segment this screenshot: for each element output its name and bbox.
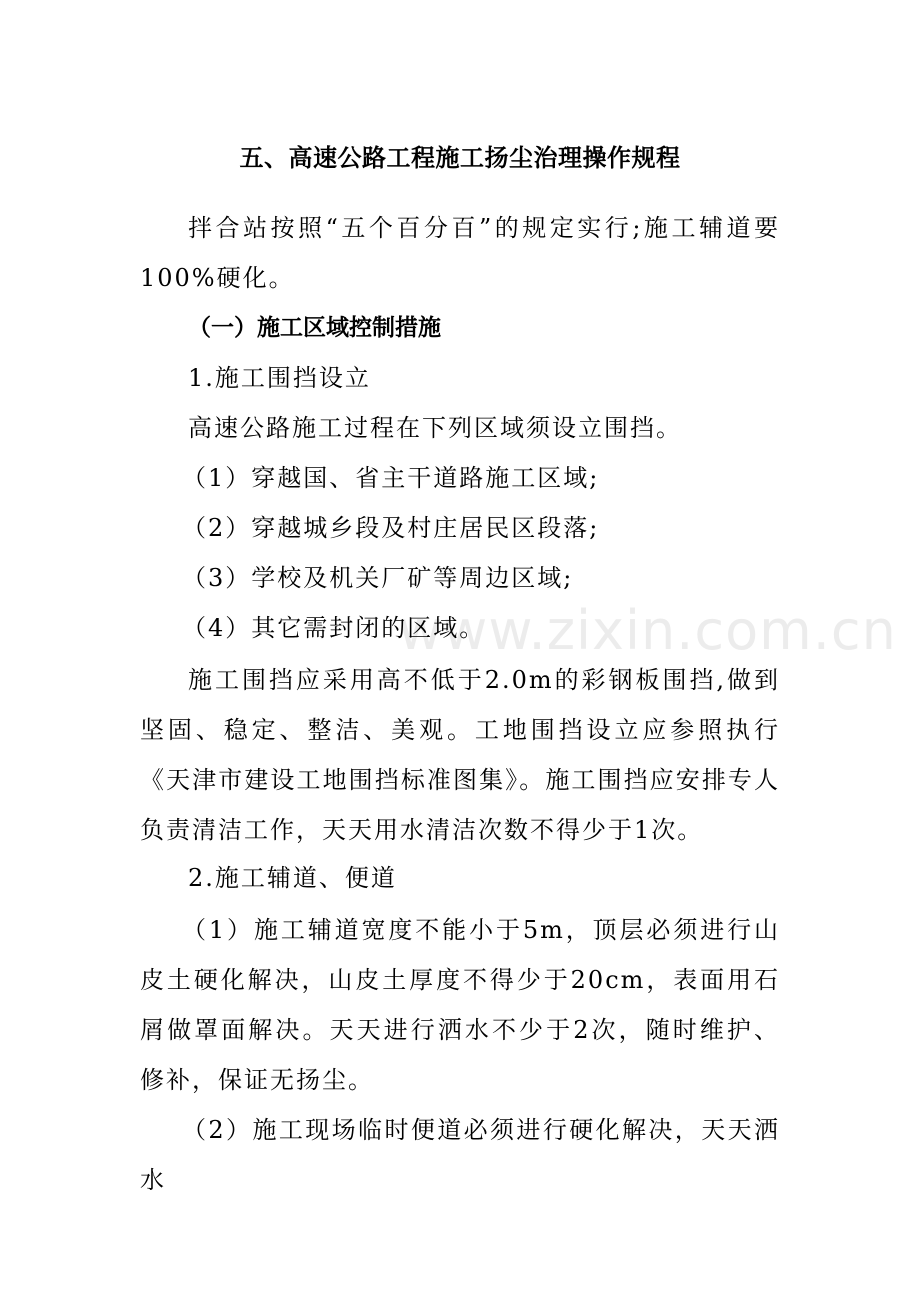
- document-title: 五、高速公路工程施工扬尘治理操作规程: [239, 144, 681, 172]
- barrier-paragraph: 施工围挡应采用高不低于2.0m的彩钢板围挡,做到坚固、稳定、整洁、美观。工地围挡设立应参照执行《天津市建设工地围挡标准图集》。施工围挡应安排专人负责清洁工作，天天用水清洁次数不得少于1次。: [140, 666, 780, 844]
- road-paragraph-1: （1）施工辅道宽度不能小于5m，顶层必须进行山皮土硬化解决，山皮土厚度不得少于20cm，表面用石屑做罩面解决。天天进行洒水不少于2次，随时维护、修补，保证无扬尘。: [140, 916, 780, 1094]
- road-paragraph-2: （2）施工现场临时便道必须进行硬化解决，天天洒水: [140, 1116, 780, 1194]
- watermark: www.zixin.com.cn: [398, 599, 897, 662]
- list-item: （2）穿越城乡段及村庄居民区段落;: [182, 514, 600, 542]
- list-item: （3）学校及机关厂矿等周边区域;: [182, 564, 574, 592]
- list-item: （4）其它需封闭的区域。: [182, 614, 486, 642]
- intro-paragraph: 拌合站按照“五个百分百”的规定实行;施工辅道要100%硬化。: [140, 214, 780, 292]
- section-heading: （一）施工区域控制措施: [188, 315, 441, 341]
- list-item: （1）穿越国、省主干道路施工区域;: [182, 464, 600, 492]
- subsection-heading-2: 2.施工辅道、便道: [188, 864, 397, 892]
- subsection-heading-1: 1.施工围挡设立: [188, 364, 371, 392]
- lead-sentence: 高速公路施工过程在下列区域须设立围挡。: [188, 414, 682, 442]
